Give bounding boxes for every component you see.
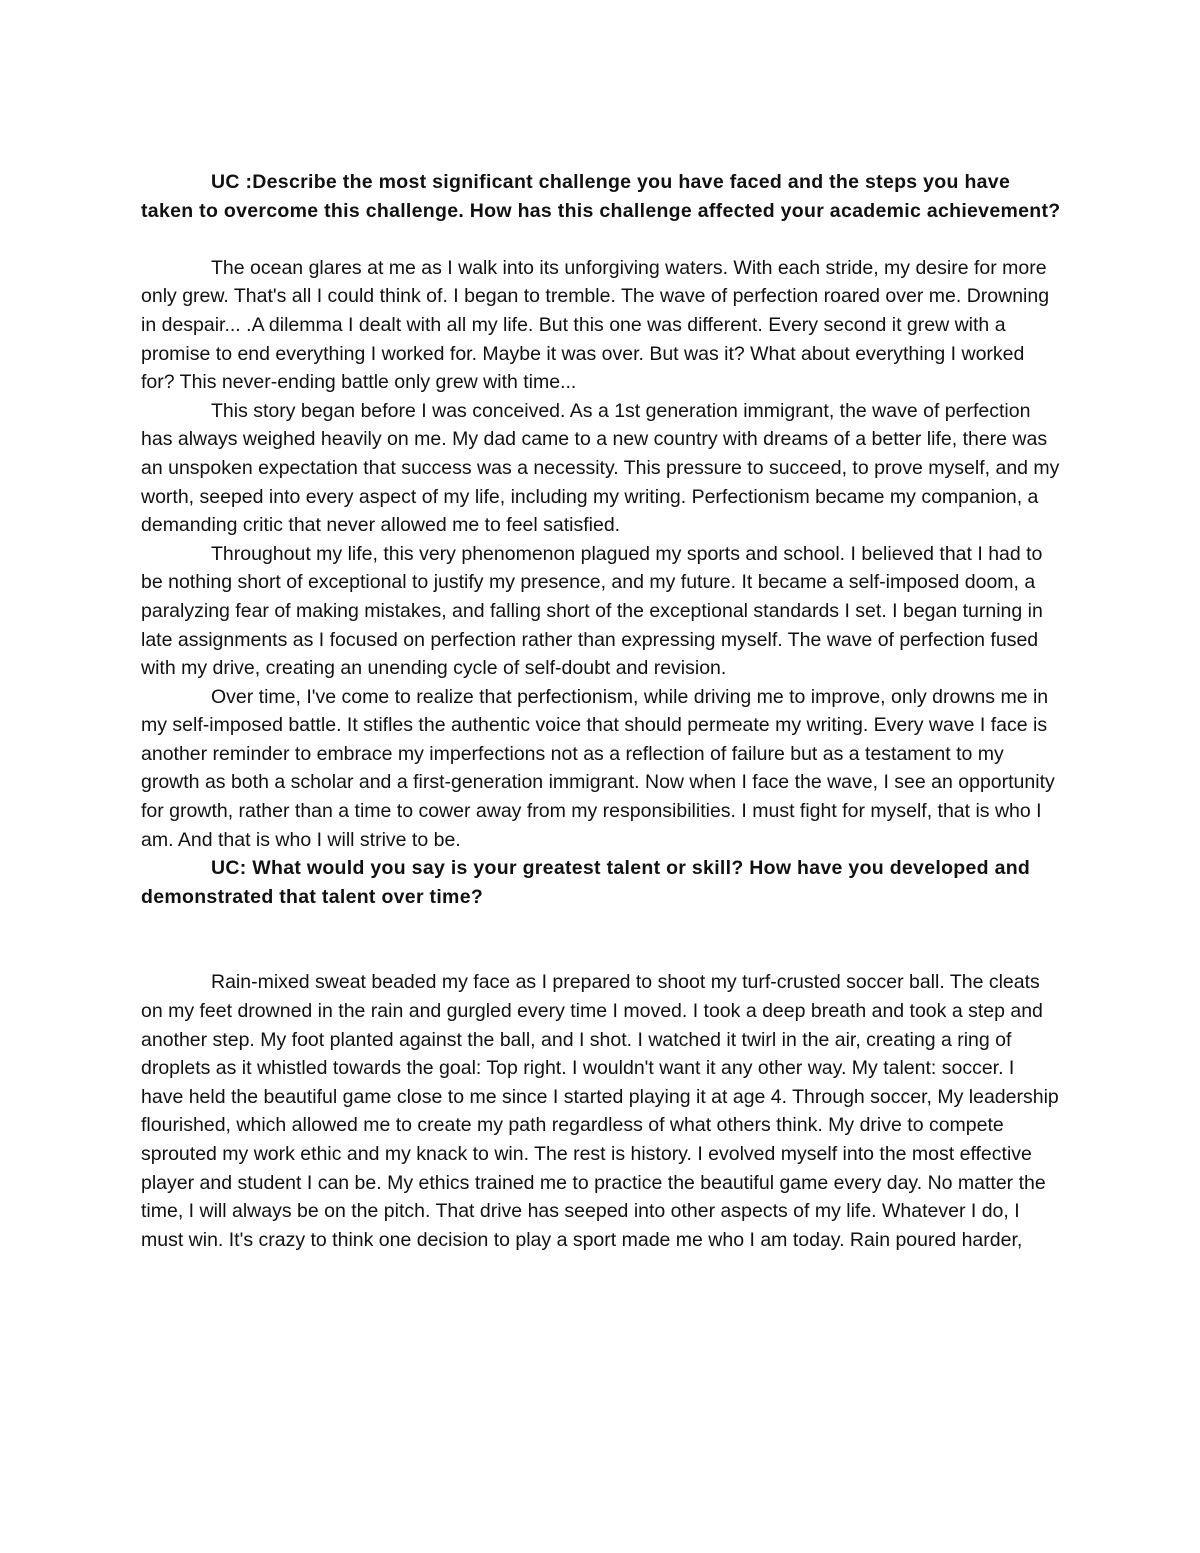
essay1-paragraph-3: Throughout my life, this very phenomenon plagued my sports and school. I believed that I had to be nothing short of exceptional to justify my presence, and my future. It became a self-imposed doom, a paralyzing fear of making mistakes, and falling short of the exceptional standards I set. I began turning in late assignments as I focused on perfection rather than expressing myself. The wave of perfection fused with my drive, creating an unending cycle of self-doubt and revision. — [141, 542, 1043, 680]
essay1-paragraph-4: Over time, I've come to realize that perfectionism, while driving me to improve, only drowns me in my self-imposed battle. It stifles the authentic voice that should permeate my writing. Every wave I face is another reminder to embrace my imperfections not as a reflection of failure but as a testament to my growth as both a scholar and a first-generation immigrant. Now when I face the wave, I see an opportunity for growth, rather than a time to cower away from my responsibilities. I must fight for myself, that is who I am. And that is who I will strive to be. — [141, 685, 1055, 851]
spacer — [141, 911, 1061, 968]
essay1-paragraph-2: This story began before I was conceived. As a 1st generation immigrant, the wave of perfection has always weighed heavily on me. My dad came to a new country with dreams of a better life, there was an unspoken expectation that success was a necessity. This pressure to succeed, to prove myself, and my worth, seeped into every aspect of my life, including my writing. Perfectionism became my companion, a demanding critic that never allowed me to feel satisfied. — [141, 399, 1060, 537]
essay1-paragraph-1: The ocean glares at me as I walk into its unforgiving waters. With each stride, my desire for more only grew. That's all I could think of. I began to tremble. The wave of perfection roared over me. Drowning in despair... .A dilemma I dealt with all my life. But this one was different. Every second it grew with a promise to end everything I worked for. Maybe it was over. But was it? What about everything I worked for? This never-ending battle only grew with time... — [141, 256, 1050, 394]
essay2-prompt: UC: What would you say is your greatest talent or skill? How have you developed and demonstrated that talent over time? — [141, 857, 1031, 908]
essay2-paragraph-1: Rain-mixed sweat beaded my face as I prepared to shoot my turf-crusted soccer ball. The cleats on my feet drowned in the rain and gurgled every time I moved. I took a deep breath and took a step and another step. My foot planted against the ball, and I shot. I watched it twirl in the air, creating a ring of droplets as it whistled towards the goal: Top right. I wouldn't want it any other way. My talent: soccer. I have held the beautiful game close to me since I started playing it at age 4. Through soccer, My leadership flourished, which allowed me to create my path regardless of what others think. My drive to compete sprouted my work ethic and my knack to win. The rest is history. I evolved myself into the most effective player and student I can be. My ethics trained me to practice the beautiful game every day. No matter the time, I will always be on the pitch. That drive has seeped into other aspects of my life. Whatever I do, I must win. It's crazy to think one decision to play a sport made me who I am today. Rain poured harder, — [141, 971, 1059, 1251]
spacer — [141, 225, 1061, 254]
essay-body — [141, 168, 1061, 1254]
essay1-prompt: UC :Describe the most significant challenge you have faced and the steps you have taken to overcome this challenge. How has this challenge affected your academic achievement? — [141, 171, 1061, 222]
